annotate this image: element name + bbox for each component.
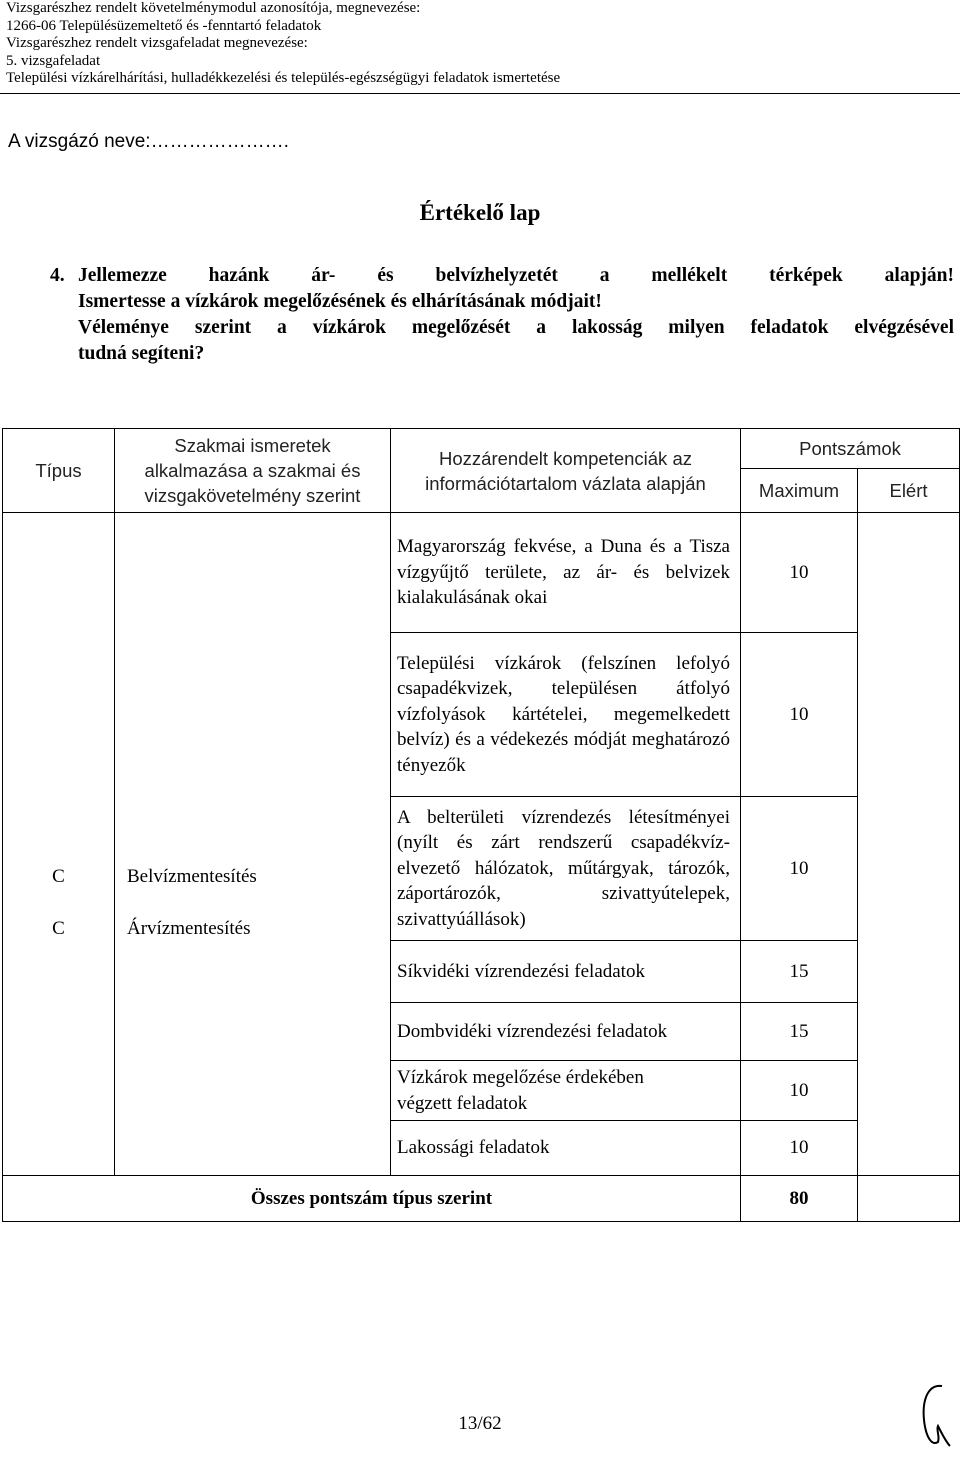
header-line: Vizsgarészhez rendelt vizsgafeladat megnevezése:: [6, 35, 308, 52]
competence-cell: [391, 633, 741, 797]
question-line: Ismertesse a vízkárok megelőzésének és elhárításának módjait!: [78, 291, 602, 312]
competence-text: Magyarország fekvése, a Duna és a Tisza vízgyűjtő területe, az ár- és belvizek kialakulásának okai: [397, 536, 730, 609]
max-points: 10: [741, 633, 858, 797]
question-line: tudná segíteni?: [78, 343, 205, 364]
achieved-cell[interactable]: [858, 513, 960, 1176]
header-divider: [0, 93, 960, 94]
competence-cell: [391, 797, 741, 941]
max-points: 10: [741, 1061, 858, 1121]
task-question: [50, 263, 954, 367]
competence-text: Vízkárok megelőzése érdekében végzett feladatok: [397, 1066, 644, 1114]
question-number: 4.: [50, 265, 65, 286]
competence-text: Síkvidéki vízrendezési feladatok: [397, 960, 645, 982]
type-cell: [3, 513, 115, 1176]
max-points: 10: [741, 1121, 858, 1176]
category-cell: [115, 513, 391, 1176]
total-achieved-cell[interactable]: [858, 1176, 960, 1222]
scoring-table: [2, 428, 960, 1222]
type-label: C: [52, 918, 65, 939]
document-header: [6, 0, 560, 88]
category-label: Belvízmentesítés: [127, 866, 257, 887]
competence-cell: [391, 941, 741, 1003]
candidate-name-line: A vizsgázó neve:………………….: [8, 131, 289, 152]
header-maximum: Maximum: [741, 469, 858, 513]
question-line: Jellemezze hazánk ár- és belvízhelyzetét a mellékelt térképek alapján!: [78, 265, 954, 286]
competence-cell: [391, 1121, 741, 1176]
header-achieved: Elért: [858, 469, 960, 513]
header-line: Települési vízkárelhárítási, hulladékkezelési és település-egészségügyi feladatok ismertetése: [6, 70, 561, 87]
max-points: 10: [741, 797, 858, 941]
category-label: Árvízmentesítés: [127, 918, 251, 939]
total-max-points: 80: [741, 1176, 858, 1222]
header-line: Vizsgarészhez rendelt követelménymodul azonosítója, megnevezése:: [6, 0, 421, 16]
type-label: C: [52, 866, 65, 887]
competence-text: A belterületi vízrendezés létesítményei (nyílt és zárt rendszerű csapadékvíz-elvezető hálózatok, műtárgyak, tározók, záportározók, szivattyútelepek, szivattyúállások): [397, 806, 730, 930]
max-points: 15: [741, 941, 858, 1003]
page-title: Értékelő lap: [419, 200, 541, 225]
max-points: 15: [741, 1003, 858, 1061]
signature-mark: [918, 1380, 954, 1450]
header-line: 1266-06 Településüzemeltető és -fenntartó feladatok: [6, 17, 322, 34]
competence-cell: [391, 513, 741, 633]
page-number: 13/62: [458, 1413, 502, 1434]
header-line: 5. vizsgafeladat: [6, 52, 101, 69]
header-type: Típus: [3, 429, 115, 513]
total-label: Összes pontszám típus szerint: [3, 1176, 741, 1222]
competence-text: Települési vízkárok (felszínen lefolyó csapadékvizek, településen átfolyó vízfolyások kártételei, megemelkedett belvíz) és a védekezés módját meghatározó tényezők: [397, 652, 730, 776]
question-line: Véleménye szerint a vízkárok megelőzését a lakosság milyen feladatok elvégzésével: [78, 317, 954, 338]
competence-text: Lakossági feladatok: [397, 1137, 550, 1159]
header-points: Pontszámok: [741, 429, 960, 469]
competence-text: Dombvidéki vízrendezési feladatok: [397, 1020, 668, 1042]
header-knowledge: Szakmai ismeretek alkalmazása a szakmai és vizsgakövetelmény szerint: [115, 429, 391, 513]
max-points: 10: [741, 513, 858, 633]
competence-cell: [391, 1003, 741, 1061]
competence-cell: [391, 1061, 741, 1121]
header-competence: Hozzárendelt kompetenciák az információtartalom vázlata alapján: [391, 429, 741, 513]
